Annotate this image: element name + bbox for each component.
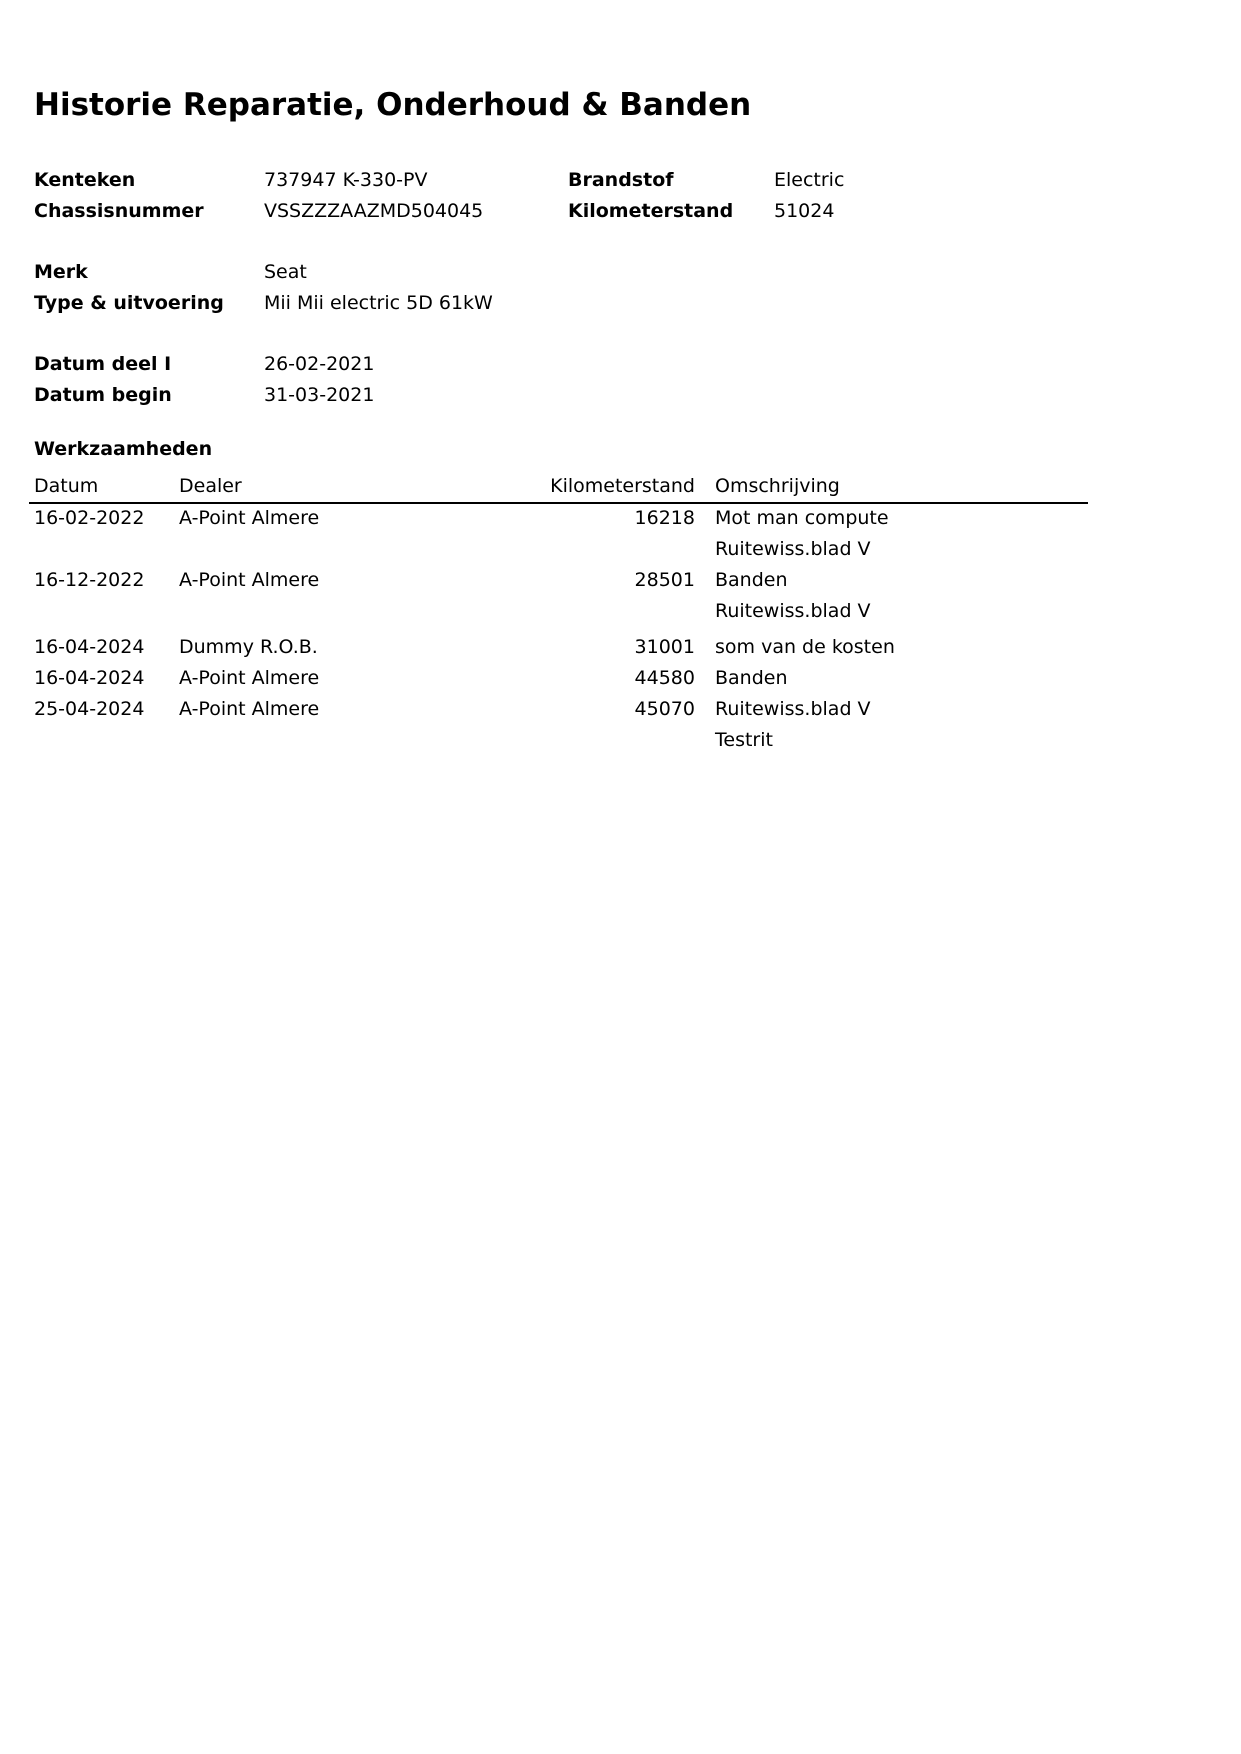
row-2-dealer: A-Point Almere xyxy=(179,569,320,591)
row-1-omschrijving-2: Ruitewiss.blad V xyxy=(715,538,871,560)
column-header-dealer: Dealer xyxy=(179,475,242,497)
row-1-datum: 16-02-2022 xyxy=(34,507,145,529)
row-5-dealer: A-Point Almere xyxy=(179,698,320,720)
brandstof-value: Electric xyxy=(774,169,845,191)
row-1-omschrijving-1: Mot man compute xyxy=(715,507,889,529)
merk-value: Seat xyxy=(264,261,307,283)
chassis-value: VSSZZZAAZMD504045 xyxy=(264,200,484,222)
column-header-omschrijving: Omschrijving xyxy=(715,475,840,497)
column-header-datum: Datum xyxy=(34,475,99,497)
row-1-kilometerstand: 16218 xyxy=(634,507,695,529)
datum-begin-value: 31-03-2021 xyxy=(264,384,375,406)
header-divider xyxy=(29,502,1088,504)
brandstof-label: Brandstof xyxy=(568,169,674,191)
kilometerstand-label: Kilometerstand xyxy=(568,200,734,222)
row-1-dealer: A-Point Almere xyxy=(179,507,320,529)
row-4-datum: 16-04-2024 xyxy=(34,667,145,689)
kilometerstand-value: 51024 xyxy=(774,200,835,222)
merk-label: Merk xyxy=(34,261,88,283)
werkzaamheden-heading: Werkzaamheden xyxy=(34,438,213,460)
row-3-kilometerstand: 31001 xyxy=(634,636,695,658)
row-5-datum: 25-04-2024 xyxy=(34,698,145,720)
chassis-label: Chassisnummer xyxy=(34,200,204,222)
datum-begin-label: Datum begin xyxy=(34,384,172,406)
row-4-omschrijving-1: Banden xyxy=(715,667,788,689)
row-2-omschrijving-1: Banden xyxy=(715,569,788,591)
row-3-omschrijving-1: som van de kosten xyxy=(715,636,895,658)
type-label: Type & uitvoering xyxy=(34,292,224,314)
datum-deel-label: Datum deel I xyxy=(34,353,172,375)
row-4-dealer: A-Point Almere xyxy=(179,667,320,689)
row-3-dealer: Dummy R.O.B. xyxy=(179,636,318,658)
row-2-kilometerstand: 28501 xyxy=(634,569,695,591)
page-title: Historie Reparatie, Onderhoud & Banden xyxy=(34,87,752,123)
kenteken-value: 737947 K-330-PV xyxy=(264,169,428,191)
row-3-datum: 16-04-2024 xyxy=(34,636,145,658)
row-4-kilometerstand: 44580 xyxy=(634,667,695,689)
column-header-kilometerstand: Kilometerstand xyxy=(550,475,695,497)
type-value: Mii Mii electric 5D 61kW xyxy=(264,292,493,314)
row-2-omschrijving-2: Ruitewiss.blad V xyxy=(715,600,871,622)
row-2-datum: 16-12-2022 xyxy=(34,569,145,591)
kenteken-label: Kenteken xyxy=(34,169,136,191)
row-5-kilometerstand: 45070 xyxy=(634,698,695,720)
row-5-omschrijving-2: Testrit xyxy=(715,729,773,751)
row-5-omschrijving-1: Ruitewiss.blad V xyxy=(715,698,871,720)
datum-deel-value: 26-02-2021 xyxy=(264,353,375,375)
